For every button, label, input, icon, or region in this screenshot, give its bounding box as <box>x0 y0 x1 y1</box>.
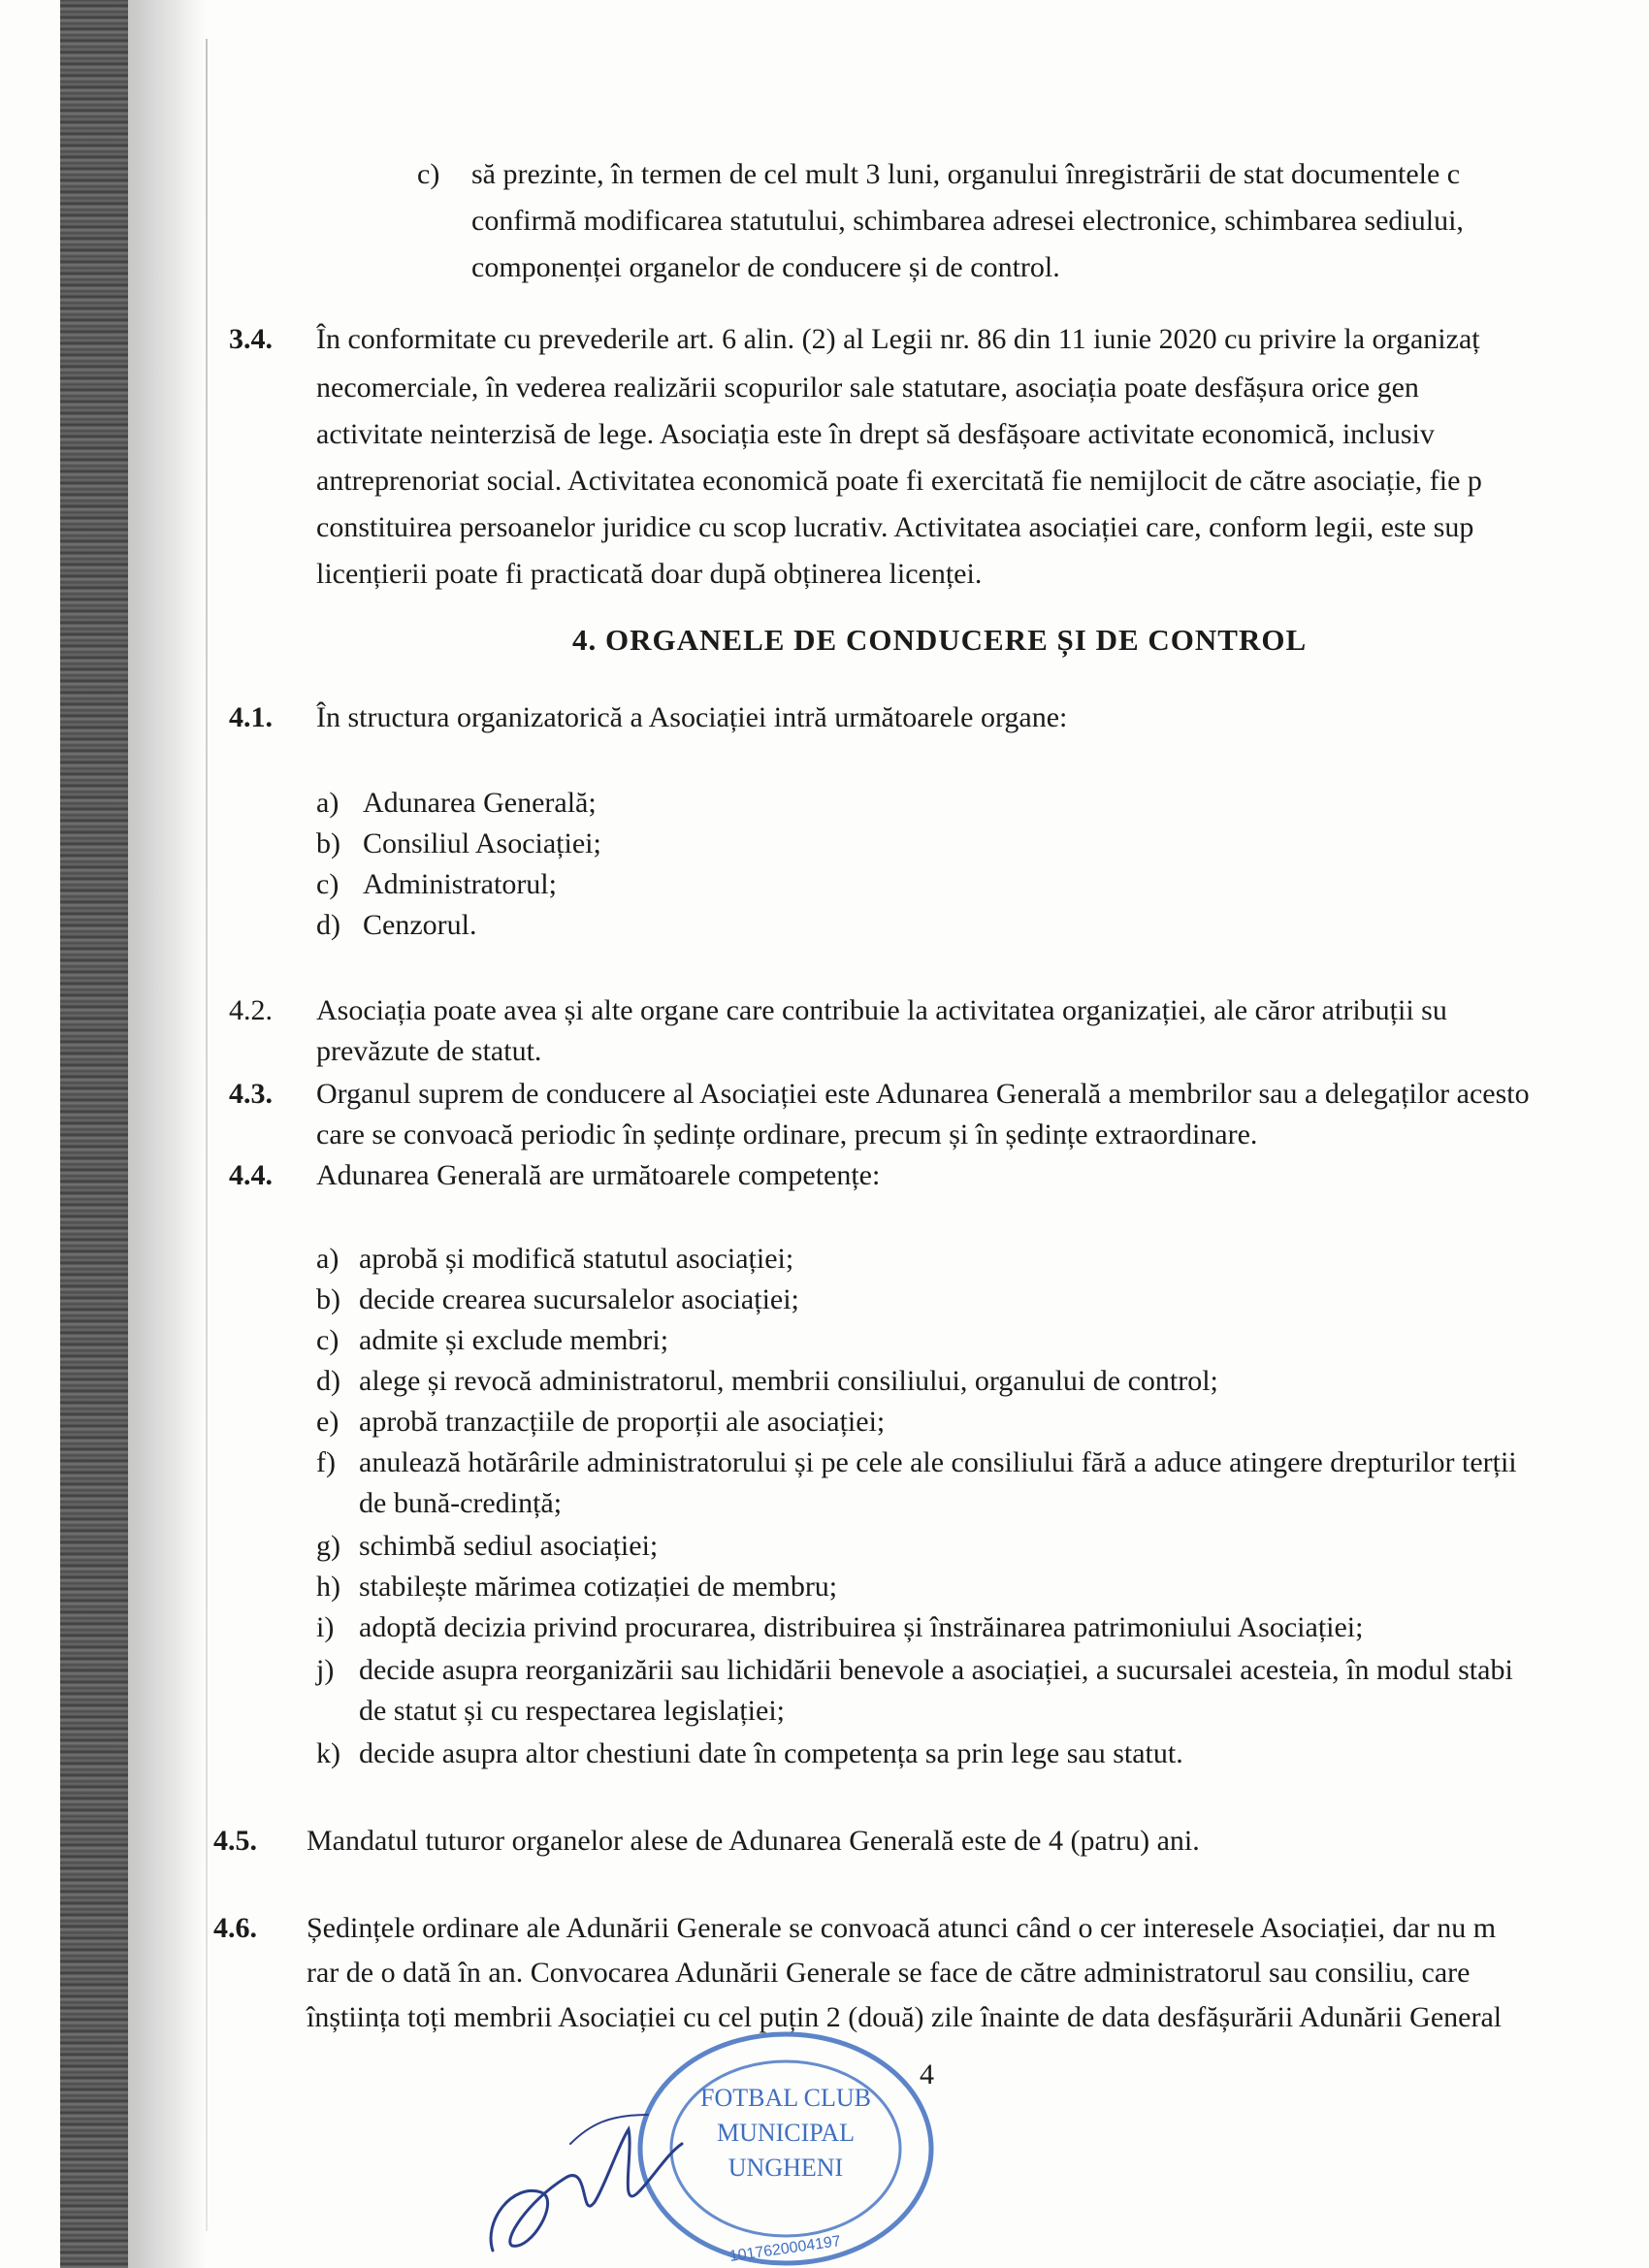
list-item: admite și exclude membri; <box>359 1324 669 1356</box>
list-item-label: c) <box>316 1324 340 1356</box>
paragraph-line: Organul suprem de conducere al Asociației este Adunarea Generală a membrilor sau a delegaților acesto <box>316 1078 1530 1110</box>
paragraph-line: componenței organelor de conducere și de control. <box>471 251 1060 283</box>
chapter-heading: 4. ORGANELE DE CONDUCERE ȘI DE CONTROL <box>572 623 1308 657</box>
stamp-line: UNGHENI <box>728 2154 844 2182</box>
section-number: 4.3. <box>229 1078 273 1110</box>
list-item: de statut și cu respectarea legislației; <box>359 1695 785 1727</box>
list-item-label: k) <box>316 1737 340 1769</box>
section-number: 4.5. <box>213 1825 257 1857</box>
list-item-label: h) <box>316 1571 340 1603</box>
list-item: aprobă tranzacțiile de proporții ale asociației; <box>359 1406 886 1438</box>
list-item: Administratorul; <box>363 868 557 900</box>
paragraph-line: Asociația poate avea și alte organe care contribuie la activitatea organizației, ale căror atribuții su <box>316 994 1447 1026</box>
paragraph-line: Adunarea Generală are următoarele competențe: <box>316 1159 881 1191</box>
paragraph-line: antreprenoriat social. Activitatea economică poate fi exercitată fie nemijlocit de către asociație, fie p <box>316 465 1482 497</box>
list-item-label: j) <box>316 1654 335 1686</box>
paragraph-line: prevăzute de statut. <box>316 1035 542 1067</box>
list-item-label: a) <box>316 787 340 819</box>
stamp-line: FOTBAL CLUB <box>700 2084 871 2112</box>
section-number: 4.2. <box>229 994 273 1026</box>
paragraph-line: constituirea persoanelor juridice cu scop lucrativ. Activitatea asociației care, conform legii, este sup <box>316 511 1474 543</box>
section-number: 4.6. <box>213 1912 257 1944</box>
list-item: schimbă sediul asociației; <box>359 1530 659 1562</box>
section-number: 4.4. <box>229 1159 273 1191</box>
scan-shadow <box>60 0 128 2268</box>
paragraph-line: care se convoacă periodic în ședințe ordinare, precum și în ședințe extraordinare. <box>316 1118 1258 1150</box>
list-item-label: d) <box>316 1365 340 1397</box>
paragraph-line: confirmă modificarea statutului, schimbarea adresei electronice, schimbarea sediului, <box>471 205 1464 237</box>
list-item-label: b) <box>316 1283 340 1315</box>
paragraph-line: activitate neinterzisă de lege. Asociația este în drept să desfășoare activitate economică, inclusiv <box>316 418 1435 450</box>
list-item-label: b) <box>316 827 340 859</box>
list-item: decide crearea sucursalelor asociației; <box>359 1283 799 1315</box>
list-item-label: f) <box>316 1446 336 1478</box>
paragraph-line: rar de o dată în an. Convocarea Adunării Generale se face de către administratorul sau consiliu, care <box>307 1957 1471 1989</box>
list-item-label: i) <box>316 1611 335 1643</box>
paragraph-line: înștiința toți membrii Asociației cu cel puțin 2 (două) zile înainte de data desfășurării Adunării General <box>307 2001 1503 2033</box>
list-item-label: a) <box>316 1243 340 1275</box>
stamp-line: MUNICIPAL <box>716 2119 856 2147</box>
paragraph-line: În structura organizatorică a Asociației intră următoarele organe: <box>316 701 1068 733</box>
list-item: decide asupra altor chestiuni date în competența sa prin lege sau statut. <box>359 1737 1183 1769</box>
list-item: adoptă decizia privind procurarea, distribuirea și înstrăinarea patrimoniului Asociației; <box>359 1611 1364 1643</box>
signature <box>473 2086 726 2268</box>
list-item: Cenzorul. <box>363 909 477 941</box>
list-item: stabilește mărimea cotizației de membru; <box>359 1571 838 1603</box>
list-item: aprobă și modifică statutul asociației; <box>359 1243 794 1275</box>
list-item-label: c) <box>316 868 340 900</box>
paragraph-line: Ședințele ordinare ale Adunării Generale se convoacă atunci când o cer interesele Asociației, dar nu m <box>307 1912 1497 1944</box>
list-item: alege și revocă administratorul, membrii consiliului, organului de control; <box>359 1365 1218 1397</box>
list-item: Adunarea Generală; <box>363 787 597 819</box>
list-item: de bună-credință; <box>359 1487 563 1519</box>
item-label: c) <box>417 158 440 190</box>
stamp-code: 1017620004197 <box>728 2233 842 2266</box>
list-item: decide asupra reorganizării sau lichidării benevole a asociației, a sucursalei acesteia, în modul stabi <box>359 1654 1513 1686</box>
page-number: 4 <box>920 2058 934 2090</box>
list-item-label: e) <box>316 1406 340 1438</box>
paragraph-line: Mandatul tuturor organelor alese de Adunarea Generală este de 4 (patru) ani. <box>307 1825 1200 1857</box>
section-number: 3.4. <box>229 323 273 355</box>
list-item: Consiliul Asociației; <box>363 827 601 859</box>
list-item: anulează hotărârile administratorului și pe cele ale consiliului fără a aduce atingere drepturilor terții <box>359 1446 1517 1478</box>
list-item-label: g) <box>316 1530 340 1562</box>
paragraph-line: necomerciale, în vederea realizării scopurilor sale statutare, asociația poate desfășura orice gen <box>316 372 1419 404</box>
scan-margin-line <box>206 39 208 2231</box>
paragraph-line: să prezinte, în termen de cel mult 3 luni, organului înregistrării de stat documentele c <box>471 158 1461 190</box>
paragraph-line: În conformitate cu prevederile art. 6 alin. (2) al Legii nr. 86 din 11 iunie 2020 cu privire la organizaț <box>316 323 1480 355</box>
list-item-label: d) <box>316 909 340 941</box>
section-number: 4.1. <box>229 701 273 733</box>
paragraph-line: licențierii poate fi practicată doar după obținerea licenței. <box>316 558 983 590</box>
